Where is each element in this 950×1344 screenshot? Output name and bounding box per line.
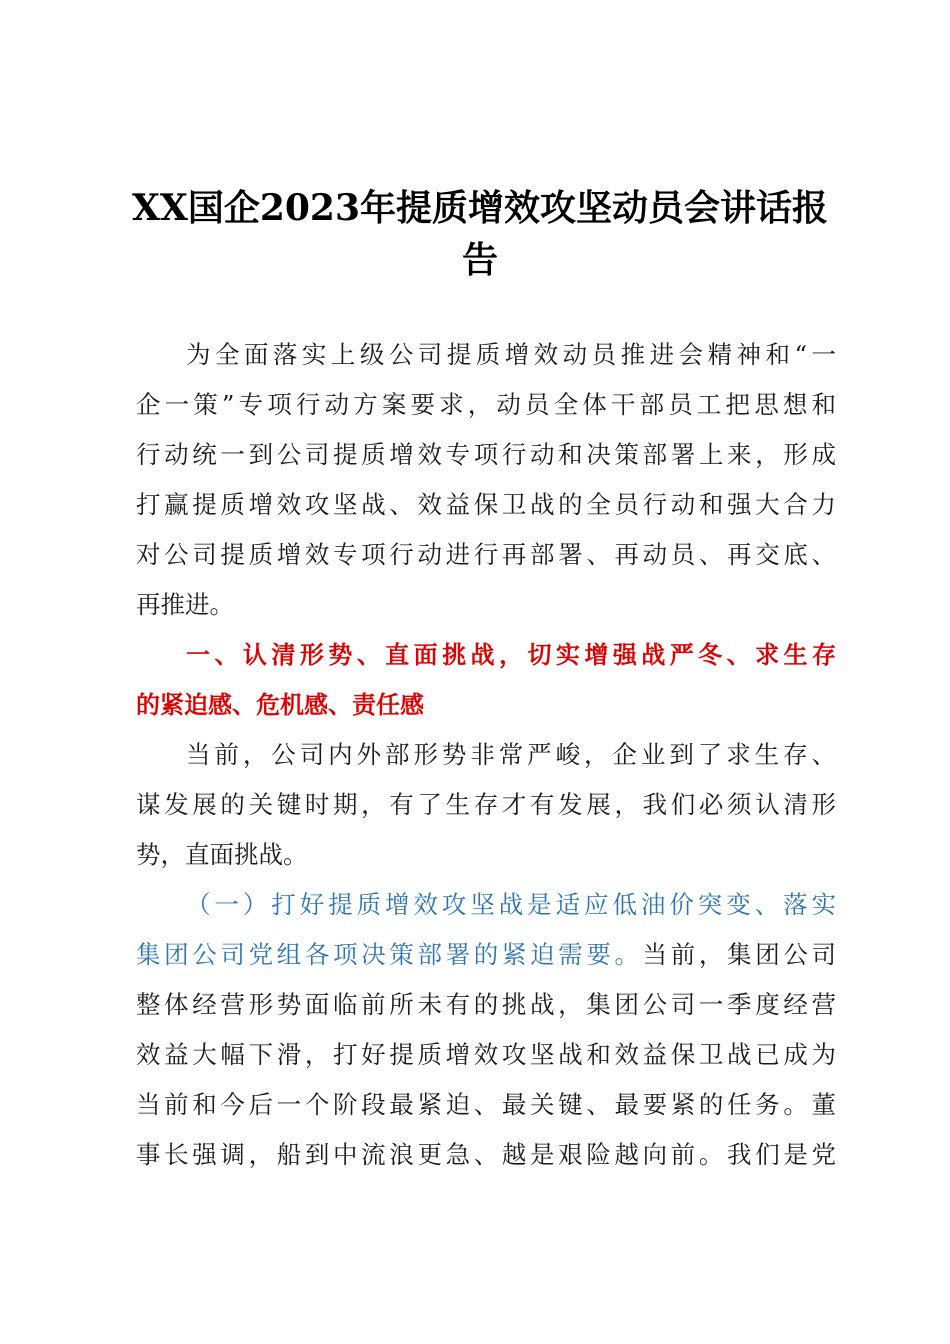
- subheading-1-line-2: [136, 940, 836, 970]
- paragraph-2-line-2: 谋发展的关键时期，有了生存才有发展，我们必须认清形: [136, 790, 836, 819]
- paragraph-1-line-4: 打赢提质增效攻坚战、效益保卫战的全员行动和强大合力: [136, 490, 836, 519]
- paragraph-1-line-6: 再推进。: [136, 590, 234, 619]
- paragraph-1-line-1: 为全面落实上级公司提质增效动员推进会精神和“一: [186, 340, 836, 369]
- paragraph-1-line-5: 对公司提质增效专项行动进行再部署、再动员、再交底、: [136, 540, 836, 569]
- subheading-1-line-1: （一）打好提质增效攻坚战是适应低油价突变、落实: [186, 890, 836, 919]
- paragraph-1-line-3: 行动统一到公司提质增效专项行动和决策部署上来，形成: [136, 440, 836, 469]
- paragraph-3-line-4: 事长强调，船到中流浪更急、越是艰险越向前。我们是党: [136, 1140, 836, 1169]
- paragraph-3-line-2: 效益大幅下滑，打好提质增效攻坚战和效益保卫战已成为: [136, 1040, 836, 1069]
- paragraph-1-line-2: 企一策”专项行动方案要求，动员全体干部员工把思想和: [136, 390, 836, 419]
- subheading-1-blue-text: 集团公司党组各项决策部署的紧迫需要。: [136, 940, 643, 969]
- section-heading-1-line-1: 一、认清形势、直面挑战，切实增强战严冬、求生存: [186, 641, 836, 669]
- document-title-line-2: 告: [461, 239, 498, 281]
- subheading-1-body-text: 当前，集团公司: [642, 940, 836, 969]
- document-title-line-1: XX国企2023年提质增效攻坚动员会讲话报: [131, 187, 829, 229]
- paragraph-2-line-3: 势，直面挑战。: [136, 840, 308, 869]
- section-heading-1-line-2: 的紧迫感、危机感、责任感: [136, 691, 424, 719]
- paragraph-3-line-3: 当前和今后一个阶段最紧迫、最关键、最要紧的任务。董: [136, 1090, 836, 1119]
- paragraph-3-line-1: 整体经营形势面临前所未有的挑战，集团公司一季度经营: [136, 990, 836, 1019]
- paragraph-2-line-1: 当前，公司内外部形势非常严峻，企业到了求生存、: [186, 740, 836, 769]
